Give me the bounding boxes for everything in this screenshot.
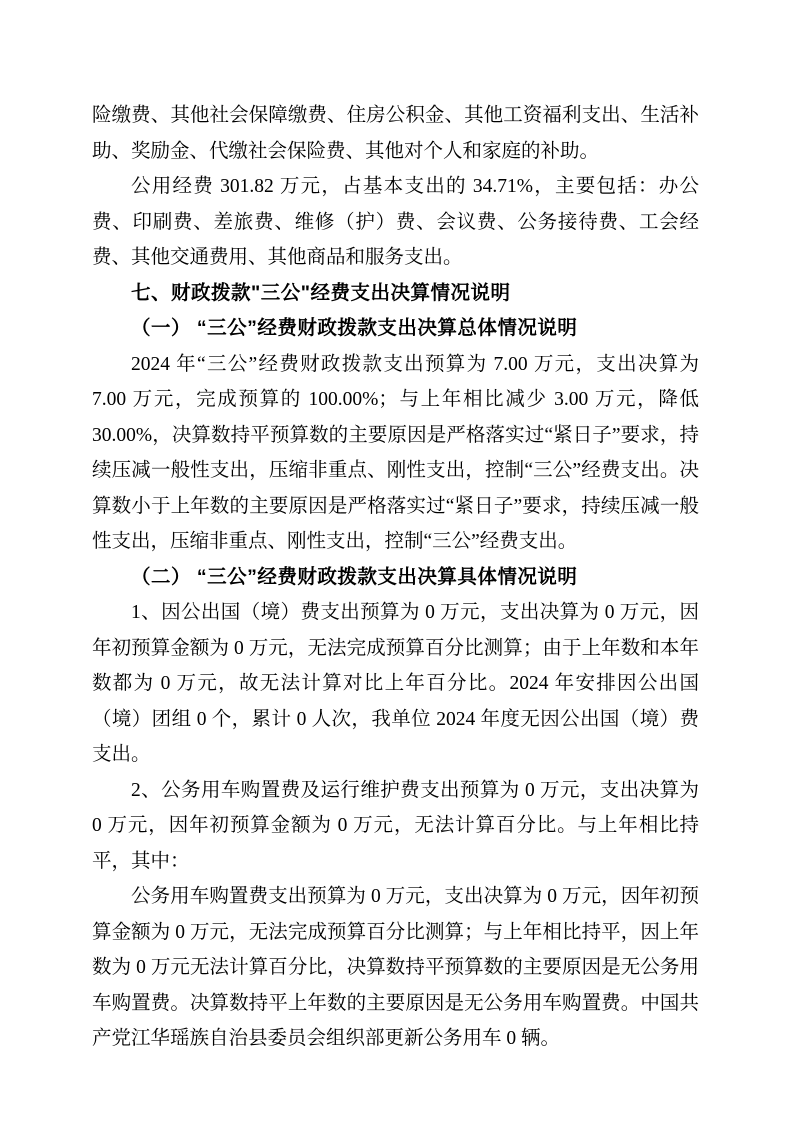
heading-subsection-1: （一） “三公”经费财政拨款支出决算总体情况说明 <box>131 317 578 339</box>
paragraph-vehicle-purchase: 公务用车购置费支出预算为 0 万元，支出决算为 0 万元，因年初预算金额为 0 万元，无法完成预算百分比测算；与上年相比持平，因上年数为 0 万元无法计算百分比，决算数持平预算数的主要原因是无公务用车购置费。决算数持平上年数的主要原因是无公务用车购置费。中国共产党江华瑶族自治县委员会组织部更新公务用车 0 辆。 <box>92 886 699 1049</box>
paragraph-welfare-continuation: 险缴费、其他社会保障缴费、住房公积金、其他工资福利支出、生活补助、奖励金、代缴社会保险费、其他对个人和家庭的补助。 <box>92 105 699 162</box>
heading-subsection-2: （二） “三公”经费财政拨款支出决算具体情况说明 <box>131 565 578 588</box>
heading-section-7: 七、财政拨款"三公"经费支出决算情况说明 <box>131 281 511 304</box>
paragraph-vehicle-total: 2、公务用车购置费及运行维护费支出预算为 0 万元，支出决算为 0 万元，因年初预算金额为 0 万元，无法计算百分比。与上年相比持平，其中： <box>92 779 699 872</box>
paragraph-public-funds: 公用经费 301.82 万元，占基本支出的 34.71%，主要包括：办公费、印刷费、差旅费、维修（护）费、会议费、公务接待费、工会经费、其他交通费用、其他商品和服务支出。 <box>92 176 699 268</box>
paragraph-overall-situation: 2024 年“三公”经费财政拨款支出预算为 7.00 万元，支出决算为 7.00 万元，完成预算的 100.00%；与上年相比减少 3.00 万元，降低 30.00%，决算数持平预算数的主要原因是严格落实过“紧日子”要求，持续压减一般性支出，压缩非重点、刚性支出，控制“三公”经费支出。决算数小于上年数的主要原因是严格落实过“紧日子”要求，持续压减一般性支出，压缩非重点、刚性支出，控制“三公”经费支出。 <box>92 353 699 552</box>
document-body <box>92 98 699 1057</box>
paragraph-abroad-expense: 1、因公出国（境）费支出预算为 0 万元，支出决算为 0 万元，因年初预算金额为 0 万元，无法完成预算百分比测算；由于上年数和本年数都为 0 万元，故无法计算对比上年百分比。2024 年安排因公出国（境）团组 0 个，累计 0 人次，我单位 2024 年度无因公出国（境）费支出。 <box>92 602 699 765</box>
